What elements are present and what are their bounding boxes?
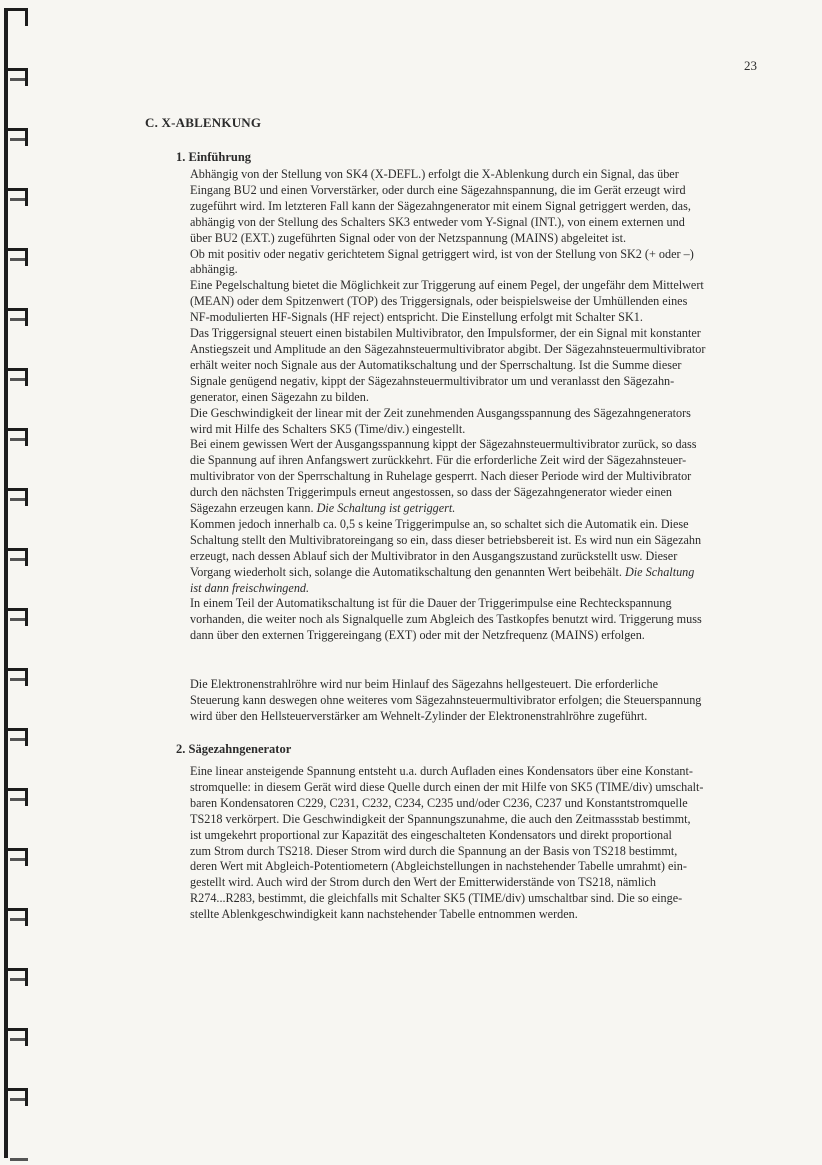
text-line: wird mit Hilfe des Schalters SK5 (Time/div.) eingestellt. (190, 421, 466, 436)
subsection-heading-einfuehrung: 1. Einführung (176, 150, 252, 164)
text-line: durch den nächsten Triggerimpuls erneut angestossen, so dass der Sägezahngenerator wieder einen (190, 485, 672, 500)
text-line: ist dann freischwingend. (190, 580, 310, 595)
text-line: stromquelle: in diesem Gerät wird diese Quelle durch einen der mit Hilfe von SK5 (TIME/div) umschalt- (190, 779, 704, 794)
text-line: TS218 verkörpert. Die Geschwindigkeit der Spannungszunahme, die auch den Zeitmassstab bestimmt, (190, 811, 691, 826)
text-line: deren Wert mit Abgleich-Potentiometern (Abgleichstellungen in nachstehender Tabelle umrahmt) ein- (190, 859, 687, 874)
paragraph-saegezahngenerator (190, 764, 760, 923)
text-line: gestellt wird. Auch wird der Strom durch den Wert der Emitterwiderstände von TS218, nämlich (190, 875, 656, 890)
text-line: generator, einen Sägezahn zu bilden. (190, 389, 369, 404)
text-line: Sägezahn erzeugen kann. Die Schaltung ist getriggert. (190, 501, 456, 516)
text-line: Anstiegszeit und Amplitude an den Sägezahnsteuermultivibrator abgibt. Der Sägezahnsteuermultivibrator (190, 341, 706, 356)
text-line: Vorgang wiederholt sich, solange die Automatikschaltung den genannten Wert beibehält. Die Schaltung (190, 564, 695, 579)
text-line: über BU2 (EXT.) zugeführten Signal oder von der Netzspannung (MAINS) abgeleitet ist. (190, 230, 627, 245)
section-1-body (190, 167, 760, 644)
text-line: wird über den Hellsteuerverstärker am Wehnelt-Zylinder der Elektronenstrahlröhre zugeführt. (190, 708, 648, 723)
text-line: Die Geschwindigkeit der linear mit der Zeit zunehmenden Ausgangsspannung des Sägezahngenerators (190, 405, 691, 420)
text-line: erzeugt, nach dessen Ablauf sich der Multivibrator in den Ausgangszustand zurückstellt usw. Dieser (190, 548, 678, 563)
page-number: 23 (744, 58, 757, 73)
text-line: In einem Teil der Automatikschaltung ist für die Dauer der Triggerimpulse eine Rechteckspannung (190, 596, 672, 611)
text-line: R274...R283, bestimmt, die gleichfalls mit Schalter SK5 (TIME/div) umschaltbar sind. Die so einge- (190, 891, 683, 906)
text-line: stellte Ablenkgeschwindigkeit kann nachstehender Tabelle entnommen werden. (190, 907, 578, 922)
text-line: Bei einem gewissen Wert der Ausgangsspannung kippt der Sägezahnsteuermultivibrator zurück, so dass (190, 437, 697, 452)
paragraph-elektronenstrahlroehre (190, 677, 760, 725)
text-line: abhängig von der Stellung des Schalters SK3 entweder vom Y-Signal (INT.), von einem externen und (190, 214, 685, 229)
text-line: vorhanden, die weiter noch als Signalquelle zum Abgleich des Tastkopfes benutzt wird. Triggerung muss (190, 612, 702, 627)
text-line: Signale genügend negativ, kippt der Sägezahnsteuermultivibrator um und veranlasst den Sägezahn- (190, 373, 675, 388)
text-line: Eine Pegelschaltung bietet die Möglichkeit zur Triggerung auf einem Pegel, der ungefähr dem Mittelwert (190, 278, 704, 293)
spiral-binding (0, 0, 34, 1165)
text-line: abhängig. (190, 262, 238, 277)
section-title: C. X-ABLENKUNG (145, 115, 262, 130)
subsection-heading-saegezahngenerator: 2. Sägezahngenerator (176, 742, 292, 756)
text-line: Abhängig von der Stellung von SK4 (X-DEFL.) erfolgt die X-Ablenkung durch ein Signal, das über (190, 167, 679, 181)
text-line: ist umgekehrt proportional zur Kapazität des eingeschalteten Kondensators und direkt proportional (190, 827, 672, 842)
binding-ring (0, 1088, 34, 1162)
text-line: Das Triggersignal steuert einen bistabilen Multivibrator, den Impulsformer, der ein Signal mit konstanter (190, 326, 701, 341)
text-line: Eingang BU2 und einen Vorverstärker, oder durch eine Sägezahnspannung, die im Gerät erzeugt wird (190, 182, 686, 197)
text-line: (MEAN) oder dem Spitzenwert (TOP) des Triggersignals, oder beispielsweise der Umhüllenden eines (190, 294, 688, 309)
text-line: baren Kondensatoren C229, C231, C232, C234, C235 und/oder C236, C237 und Konstantstromquelle (190, 795, 688, 810)
text-line: Ob mit positiv oder negativ gerichtetem Signal getriggert wird, ist von der Stellung von SK2 (+ oder –) (190, 246, 694, 261)
section-1-body-continued (190, 677, 760, 725)
text-line: zugeführt wird. Im letzteren Fall kann der Sägezahngenerator mit einem Signal getriggert werden, das, (190, 198, 691, 213)
text-line: erhält weiter noch Signale aus der Automatikschaltung und der Sperrschaltung. Ist die Summe dieser (190, 357, 682, 372)
text-line: Die Elektronenstrahlröhre wird nur beim Hinlauf des Sägezahns hellgesteuert. Die erforderliche (190, 677, 659, 691)
text-line: Kommen jedoch innerhalb ca. 0,5 s keine Triggerimpulse an, so schaltet sich die Automatik ein. Diese (190, 516, 689, 531)
text-line: dann über den externen Triggereingang (EXT) oder mit der Netzfrequenz (MAINS) erfolgen. (190, 628, 645, 643)
text-line: multivibrator von der Sperrschaltung in Ruhelage gesperrt. Nach dieser Periode wird der Multivibrator (190, 469, 692, 484)
text-line: Eine linear ansteigende Spannung entsteht u.a. durch Aufladen eines Kondensators über eine Konstant- (190, 764, 693, 778)
paragraph-intro (190, 167, 760, 644)
text-line: Steuerung kann deswegen ohne weiteres vom Sägezahnsteuermultivibrator erfolgen; die Steuerspannung (190, 692, 702, 707)
text-line: NF-modulierten HF-Signals (HF reject) entspricht. Die Einstellung erfolgt mit Schalter SK1. (190, 310, 643, 325)
text-line: zum Strom durch TS218. Dieser Strom wird durch die Spannung an der Basis von TS218 bestimmt, (190, 843, 678, 858)
section-2-body (190, 764, 760, 923)
text-line: Schaltung stellt den Multivibratoreingang so ein, dass dieser betriebsbereit ist. Es wird nun ein Sägezahn (190, 532, 702, 547)
text-line: die Spannung auf ihren Anfangswert zurückkehrt. Für die erforderliche Zeit wird der Sägezahnsteuer- (190, 453, 687, 468)
